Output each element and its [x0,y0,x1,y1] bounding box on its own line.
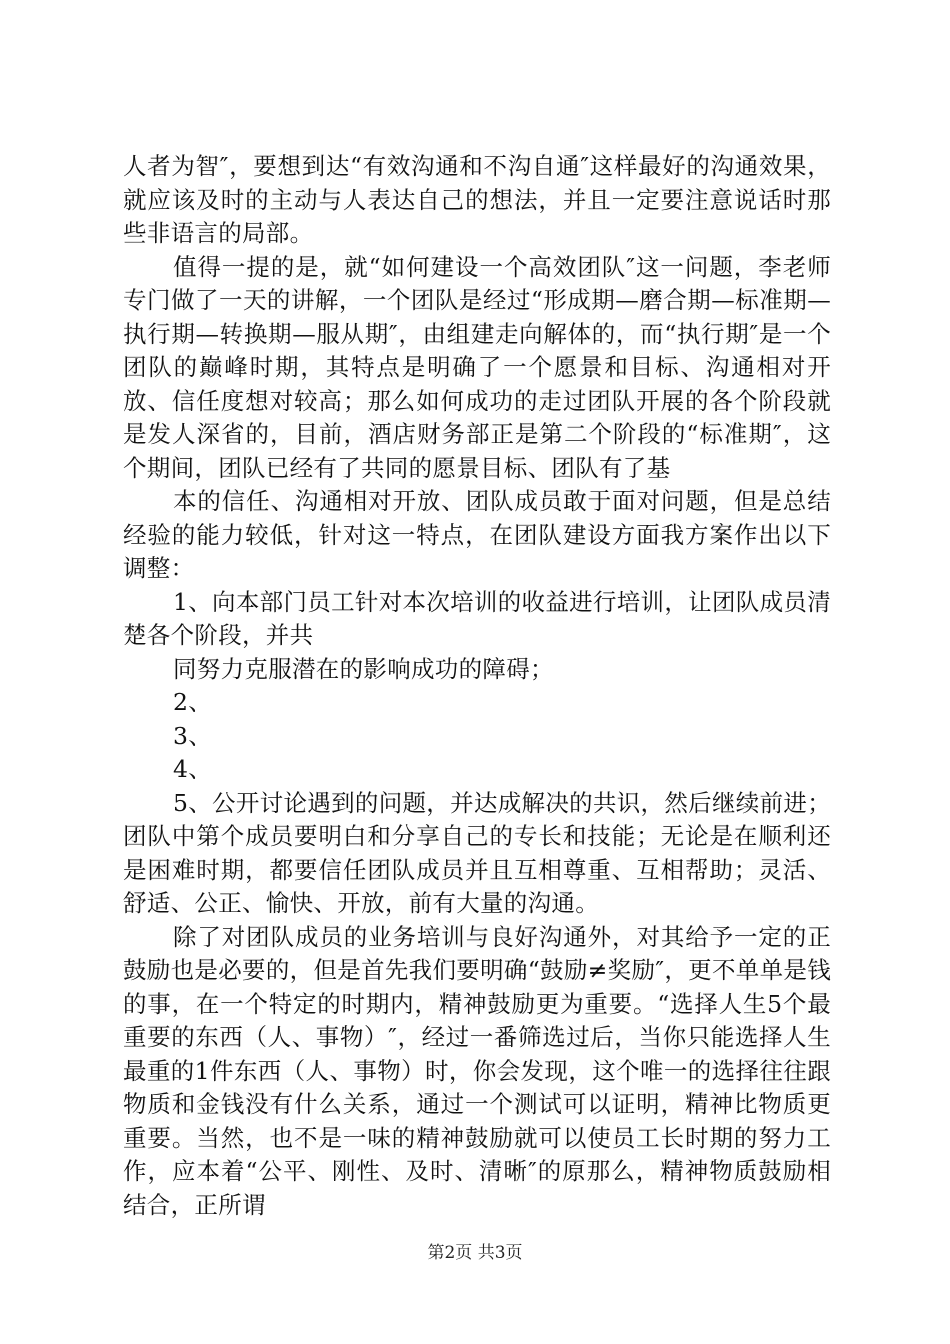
list-item-1-continued: 同努力克服潜在的影响成功的障碍； [173,654,554,683]
document-body [123,150,831,1222]
paragraph-2: 值得一提的是，就“如何建设一个高效团队″这一问题，李老师专门做了一天的讲解，一个团队是经过“形成期—磨合期—标准期—执行期—转换期—服从期″，由组建走向解体的，而“执行期″是一个团队的巅峰时期，其特点是明确了一个愿景和目标、沟通相对开放、信任度想对较高；那么如何成功的走过团队开展的各个阶段就是发人深省的，目前，酒店财务部正是第二个阶段的“标准期″，这个期间，团队已经有了共同的愿景目标、团队有了基 [123,252,831,482]
paragraph-1: 人者为智″，要想到达“有效沟通和不沟自通″这样最好的沟通效果，就应该及时的主动与人表达自己的想法，并且一定要注意说话时那些非语言的局部。 [123,152,831,247]
list-item-4: 4、 [173,755,213,783]
paragraph-4: 除了对团队成员的业务培训与良好沟通外，对其给予一定的正鼓励也是必要的，但是首先我们要明确“鼓励≠奖励″，更不单单是钱的事，在一个特定的时期内，精神鼓励更为重要。“选择人生5个最重要的东西（人、事物）″，经过一番筛选过后，当你只能选择人生最重的1件东西（人、事物）时，你会发现，这个唯一的选择往往跟物质和金钱没有什么关系，通过一个测试可以证明，精神比物质更重要。当然，也不是一味的精神鼓励就可以使员工长时期的努力工作，应本着“公平、刚性、及时、清晰″的原那么，精神物质鼓励相结合，正所谓 [123,922,831,1219]
list-item-2: 2、 [173,688,213,716]
page-number-footer: 第2页 共3页 [427,1243,523,1263]
paragraph-3: 本的信任、沟通相对开放、团队成员敢于面对问题，但是总结经验的能力较低，针对这一特点，在团队建设方面我方案作出以下调整： [123,487,831,582]
list-item-3: 3、 [173,721,213,750]
list-item-1: 1、向本部门员工针对本次培训的收益进行培训，让团队成员清楚各个阶段，并共 [123,587,831,649]
list-item-5: 5、公开讨论遇到的问题，并达成解决的共识，然后继续前进；团队中第个成员要明白和分享自己的专长和技能；无论是在顺利还是困难时期，都要信任团队成员并且互相尊重、互相帮助；灵活、舒适、公正、愉快、开放，前有大量的沟通。 [123,788,831,917]
